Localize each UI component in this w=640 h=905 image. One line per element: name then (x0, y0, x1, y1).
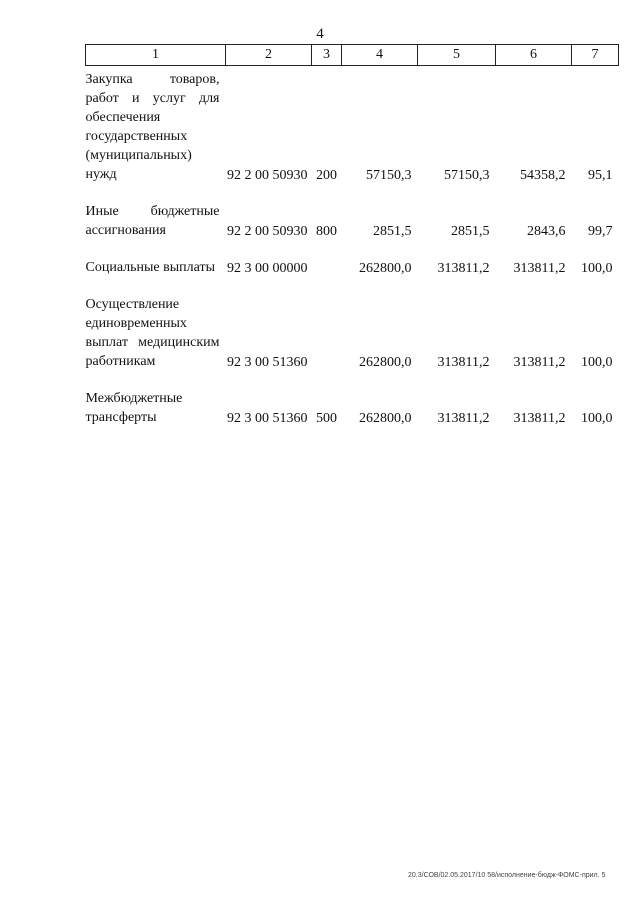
column-header: 5 (418, 45, 496, 66)
row-name: Закупка товаров, работ и услуг для обеспечения государственных (муниципальных) нужд (85, 72, 220, 182)
row-name: Межбюджетные трансферты (85, 391, 183, 425)
row-code: 92 3 00 51360 (227, 411, 308, 426)
row-col5: 57150,3 (444, 168, 490, 183)
row-spacer (86, 184, 619, 198)
column-header: 3 (312, 45, 342, 66)
row-col6: 313811,2 (513, 411, 566, 426)
table-row (86, 198, 619, 240)
row-expense-type: 200 (316, 168, 337, 183)
row-expense-type: 800 (316, 224, 337, 239)
row-name: Социальные выплаты (85, 260, 216, 275)
column-header: 1 (86, 45, 226, 66)
row-name: Осуществление единовременных выплат медицинским работникам (85, 297, 220, 369)
row-col5: 313811,2 (437, 411, 490, 426)
row-expense-type: 500 (316, 411, 337, 426)
table-row (86, 385, 619, 427)
row-col7: 100,0 (581, 411, 613, 426)
row-col4: 262800,0 (359, 261, 412, 276)
table-row (86, 66, 619, 185)
row-expense-type (312, 291, 342, 371)
row-name: Иные бюджетные ассигнования (85, 204, 220, 238)
row-col6: 54358,2 (520, 168, 566, 183)
row-col6: 2843,6 (527, 224, 566, 239)
row-col4: 57150,3 (366, 168, 412, 183)
row-code: 92 3 00 00000 (227, 261, 308, 276)
row-code: 92 2 00 50930 (227, 224, 308, 239)
column-header: 7 (572, 45, 619, 66)
row-col4: 2851,5 (373, 224, 412, 239)
row-col7: 99,7 (588, 224, 613, 239)
footer-file-reference: 20.3/СОВ/02.05.2017/10 58/исполнение-бюдж-ФОМС-прил. 5 (408, 872, 606, 879)
row-spacer (86, 277, 619, 291)
column-header: 6 (496, 45, 572, 66)
row-col6: 313811,2 (513, 261, 566, 276)
row-code: 92 3 00 51360 (227, 355, 308, 370)
row-col5: 313811,2 (437, 261, 490, 276)
row-expense-type (312, 254, 342, 277)
row-col5: 2851,5 (451, 224, 490, 239)
row-spacer (86, 371, 619, 385)
row-spacer (86, 240, 619, 254)
row-col7: 95,1 (588, 168, 613, 183)
row-col4: 262800,0 (359, 411, 412, 426)
table-row (86, 254, 619, 277)
row-col7: 100,0 (581, 355, 613, 370)
column-header: 4 (342, 45, 418, 66)
row-code: 92 2 00 50930 (227, 168, 308, 183)
page-number: 4 (316, 26, 324, 42)
table-row (86, 291, 619, 371)
row-col6: 313811,2 (513, 355, 566, 370)
table-header-row (86, 45, 619, 66)
row-col5: 313811,2 (437, 355, 490, 370)
row-col7: 100,0 (581, 261, 613, 276)
column-header: 2 (226, 45, 312, 66)
row-col4: 262800,0 (359, 355, 412, 370)
budget-execution-table (85, 44, 619, 427)
